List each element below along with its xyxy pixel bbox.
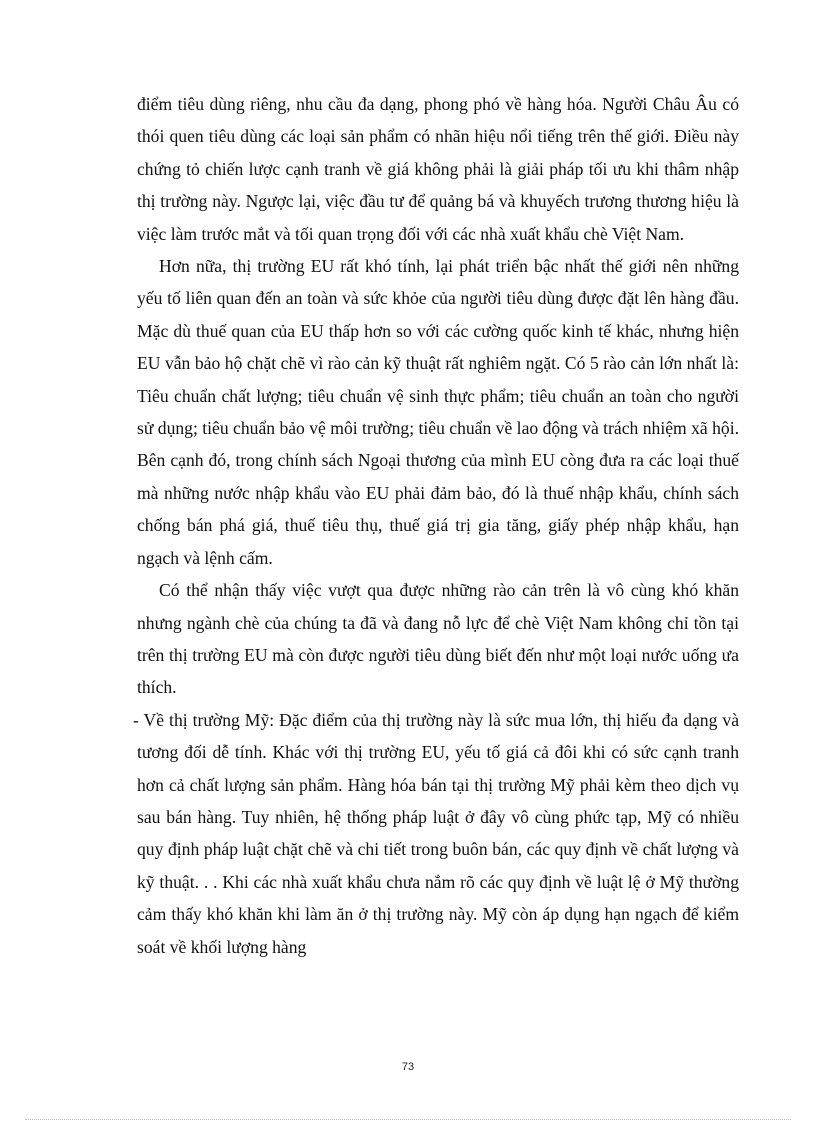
paragraph-eu-consumer-habits: điểm tiêu dùng riêng, nhu cầu đa dạng, phong phó về hàng hóa. Người Châu Âu có thói quen tiêu dùng các loại sản phẩm có nhãn hiệu nổi tiếng trên thế giới. Điều này chứng tỏ chiến lược cạnh tranh về giá không phải là giải pháp tối ưu khi thâm nhập thị trường này. Ngược lại, việc đầu tư để quảng bá và khuyếch trương thương hiệu là việc làm trước mắt và tối quan trọng đối với các nhà xuất khẩu chè Việt Nam. [137,94,739,244]
body-text [133,88,739,963]
paragraph-eu-barriers: Hơn nữa, thị trường EU rất khó tính, lại phát triển bậc nhất thế giới nên những yếu tố liên quan đến an toàn và sức khỏe của người tiêu dùng được đặt lên hàng đầu. Mặc dù thuế quan của EU thấp hơn so với các cường quốc kinh tế khác, nhưng hiện EU vẫn bảo hộ chặt chẽ vì rào cản kỹ thuật rất nghiêm ngặt. Có 5 rào cản lớn nhất là: Tiêu chuẩn chất lượng; tiêu chuẩn vệ sinh thực phẩm; tiêu chuẩn an toàn cho người sử dụng; tiêu chuẩn bảo vệ môi trường; tiêu chuẩn về lao động và trách nhiệm xã hội. Bên cạnh đó, trong chính sách Ngoại thương của mình EU còng đưa ra các loại thuế mà những nước nhập khẩu vào EU phải đảm bảo, đó là thuế nhập khẩu, chính sách chống bán phá giá, thuế tiêu thụ, thuế giá trị gia tăng, giấy phép nhập khẩu, hạn ngạch và lệnh cấm. [137,256,739,568]
page-bottom-divider [25,1119,791,1120]
page-number: 73 [401,1061,415,1073]
paragraph-us-market: - Về thị trường Mỹ: Đặc điểm của thị trường này là sức mua lớn, thị hiếu đa dạng và tương đối dễ tính. Khác với thị trường EU, yếu tố giá cả đôi khi có sức cạnh tranh hơn cả chất lượng sản phẩm. Hàng hóa bán tại thị trường Mỹ phải kèm theo dịch vụ sau bán hàng. Tuy nhiên, hệ thống pháp luật ở đây vô cùng phức tạp, Mỹ có nhiều quy định pháp luật chặt chẽ và chi tiết trong buôn bán, các quy định về chất lượng và kỹ thuật. . . Khi các nhà xuất khẩu chưa nắm rõ các quy định về luật lệ ở Mỹ thường cảm thấy khó khăn khi làm ăn ở thị trường này. Mỹ còn áp dụng hạn ngạch để kiểm soát về khối lượng hàng [133,709,739,957]
paragraph-overcoming-barriers: Có thể nhận thấy việc vượt qua được những rào cản trên là vô cùng khó khăn nhưng ngành chè của chúng ta đã và đang nỗ lực để chè Việt Nam không chỉ tồn tại trên thị trường EU mà còn được người tiêu dùng biết đến như một loại nước uống ưa thích. [137,580,739,698]
